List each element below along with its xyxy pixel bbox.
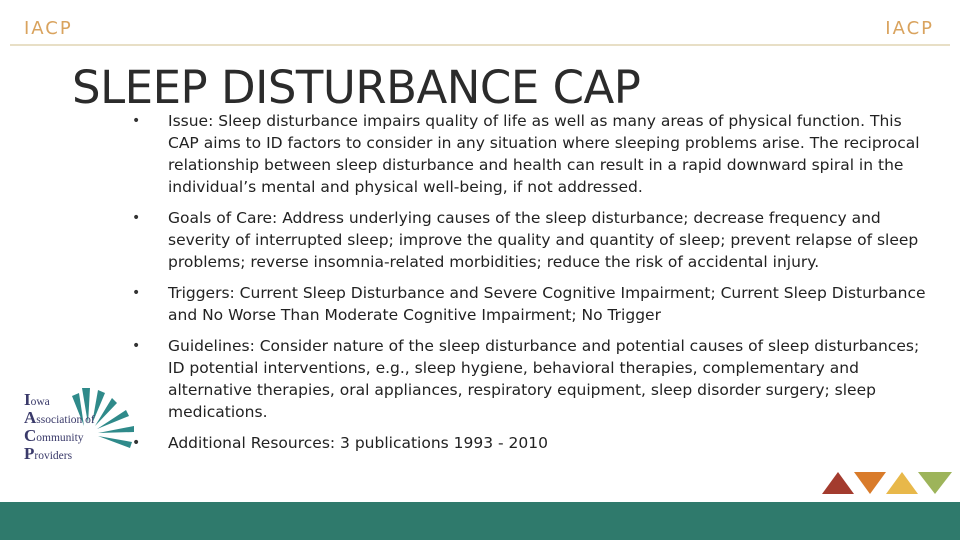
logo-rest: owa [30, 396, 50, 408]
bullet-dot-icon: • [132, 338, 141, 354]
brand-left: IACP [24, 18, 73, 39]
bullet-guidelines [128, 335, 928, 423]
logo-rest: ommunity [36, 432, 84, 444]
slide-title: SLEEP DISTURBANCE CAP [72, 61, 641, 114]
footer-band [0, 502, 960, 540]
bullet-text: Guidelines: Consider nature of the sleep disturbance and potential causes of sleep disturbances; ID potential interventions, e.g., sleep hygiene, behavioral therapies, complementary and alternative therapies, oral appliances, respiratory equipment, sleep disorder surgery; sleep medications. [168, 337, 920, 421]
logo-cap: I [24, 390, 31, 409]
bullet-issue [128, 110, 928, 198]
brand-right: IACP [885, 18, 934, 39]
logo-rest: ssociation of [36, 414, 95, 426]
header-rule [10, 44, 950, 46]
bullet-resources [128, 432, 928, 454]
logo-cap: A [24, 408, 37, 427]
triangle-red [822, 472, 854, 494]
bullet-triggers [128, 282, 928, 326]
bullet-text: Issue: Sleep disturbance impairs quality of life as well as many areas of physical function. This CAP aims to ID factors to consider in any situation where sleeping problems arise. The reciprocal relationship between sleep disturbance and health can result in a rapid downward spiral in the individual’s mental and physical well-being, if not addressed. [168, 112, 920, 196]
bullet-goals [128, 207, 928, 273]
triangle-yellow [886, 472, 918, 494]
bullet-dot-icon: • [132, 435, 141, 451]
bullet-list [128, 110, 928, 463]
logo-rest: roviders [34, 450, 73, 462]
bullet-text: Goals of Care: Address underlying causes of the sleep disturbance; decrease frequency and severity of interrupted sleep; improve the quality and quantity of sleep; prevent relapse of sleep problems; reverse insomnia-related morbidities; reduce the risk of accidental injury. [168, 209, 919, 271]
bullet-dot-icon: • [132, 210, 141, 226]
triangle-green [918, 472, 952, 494]
bullet-dot-icon: • [132, 285, 141, 301]
bullet-dot-icon: • [132, 113, 141, 129]
iacp-logo-text [24, 392, 95, 464]
decorative-triangles-icon [822, 472, 952, 494]
bullet-text: Additional Resources: 3 publications 1993 - 2010 [168, 434, 548, 452]
logo-cap: C [24, 426, 37, 445]
logo-cap: P [24, 444, 35, 463]
triangle-orange [854, 472, 886, 494]
bullet-text: Triggers: Current Sleep Disturbance and Severe Cognitive Impairment; Current Sleep Disturbance and No Worse Than Moderate Cognitive Impairment; No Trigger [168, 284, 926, 324]
